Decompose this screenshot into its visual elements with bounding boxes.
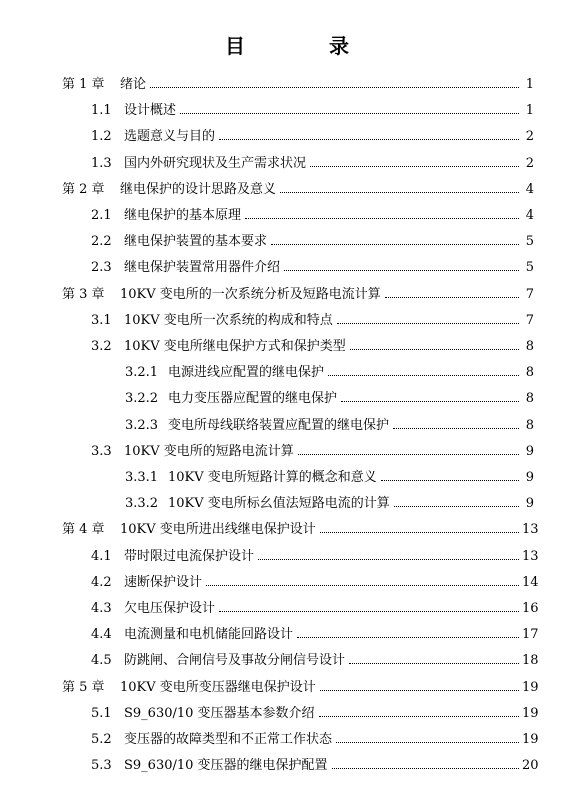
toc-entry-title: 继电保护的设计思路及意义 xyxy=(120,181,277,197)
dot-leader xyxy=(336,741,519,743)
toc-entry-page: 17 xyxy=(522,627,539,643)
toc-entry-number: 第 2 章 xyxy=(62,181,105,197)
toc-entry-number: 3.2.3 xyxy=(125,417,159,433)
toc-entry-number: 4.5 xyxy=(91,653,112,669)
toc-entry-title: 带时限过电流保护设计 xyxy=(124,548,255,564)
toc-entry-number: 1.3 xyxy=(91,155,112,171)
toc-entry-page: 8 xyxy=(525,391,534,407)
toc-entry-number: 4.1 xyxy=(91,548,112,564)
toc-entry-title: 选题意义与目的 xyxy=(124,129,216,145)
toc-entry-number: 第 4 章 xyxy=(62,522,105,538)
toc-entry-number: 2.2 xyxy=(91,234,112,250)
toc-entry-number: 4.2 xyxy=(91,574,112,590)
toc-entry[interactable] xyxy=(91,258,534,278)
toc-entry-page: 4 xyxy=(525,181,534,197)
toc-entry-title: 10KV 变电所短路计算的概念和意义 xyxy=(168,470,377,485)
toc-entry-title: 继电保护装置的基本要求 xyxy=(124,234,268,250)
toc-entry-number: 3.3.2 xyxy=(125,496,159,512)
toc-entry-page: 5 xyxy=(525,260,534,276)
dot-leader xyxy=(337,322,519,324)
toc-entry-page: 13 xyxy=(522,522,539,538)
toc-entry-title: 设计概述 xyxy=(124,103,177,119)
toc-entry[interactable] xyxy=(62,75,534,95)
dot-leader xyxy=(180,112,519,114)
dot-leader xyxy=(319,715,519,717)
toc-entry-number: 第 1 章 xyxy=(62,77,105,92)
toc-entry[interactable] xyxy=(91,127,534,147)
toc-entry[interactable] xyxy=(125,363,534,383)
toc-entry-title: S9_630/10 变压器的继电保护配置 xyxy=(124,758,328,774)
toc-entry-number: 1.2 xyxy=(91,129,112,145)
toc-entry-title: 10KV 变电所一次系统的构成和特点 xyxy=(124,312,333,328)
dot-leader xyxy=(245,217,519,219)
toc-entry-page: 4 xyxy=(525,208,534,223)
dot-leader xyxy=(320,689,519,691)
toc-entry-title: 防跳闸、合闸信号及事故分闸信号设计 xyxy=(124,653,346,669)
dot-leader xyxy=(385,296,519,298)
dot-leader xyxy=(150,86,519,88)
toc-entry-number: 5.2 xyxy=(91,732,112,747)
toc-entry-page: 19 xyxy=(522,732,539,747)
toc-entry-number: 2.3 xyxy=(91,260,112,276)
toc-entry-page: 20 xyxy=(522,758,539,774)
toc-entry[interactable] xyxy=(91,704,539,724)
toc-entry-title: 继电保护装置常用器件介绍 xyxy=(124,260,281,276)
toc-entry-number: 5.3 xyxy=(91,758,112,774)
toc-entry-title: 欠电压保护设计 xyxy=(124,601,216,616)
toc-entry[interactable] xyxy=(91,730,539,750)
toc-entry-page: 18 xyxy=(522,653,539,669)
toc-entry-title: 10KV 变电所的一次系统分析及短路电流计算 xyxy=(120,286,381,302)
toc-entry-page: 2 xyxy=(525,129,534,145)
toc-entry[interactable] xyxy=(91,756,539,776)
dot-leader xyxy=(280,191,519,193)
dot-leader xyxy=(310,165,519,167)
toc-entry[interactable] xyxy=(91,625,539,645)
toc-entry[interactable] xyxy=(91,311,534,331)
toc-entry-number: 3.3 xyxy=(91,443,112,459)
toc-entry[interactable] xyxy=(91,599,539,619)
toc-entry-page: 5 xyxy=(525,234,534,250)
toc-entry-page: 16 xyxy=(522,601,539,616)
toc-entry-title: 变电所母线联络装置应配置的继电保护 xyxy=(168,417,390,433)
toc-entry[interactable] xyxy=(91,651,539,671)
toc-entry[interactable] xyxy=(125,468,534,488)
toc-entry-number: 第 3 章 xyxy=(62,286,105,302)
toc-entry[interactable] xyxy=(125,494,534,514)
toc-entry-title: S9_630/10 变压器基本参数介绍 xyxy=(124,705,315,721)
dot-leader xyxy=(284,269,519,271)
dot-leader xyxy=(320,531,519,533)
toc-entry-page: 19 xyxy=(522,705,539,721)
toc-entry-number: 3.1 xyxy=(91,312,112,328)
toc-entry-number: 3.3.1 xyxy=(125,470,159,485)
toc-entry-page: 9 xyxy=(525,470,534,485)
toc-entry[interactable] xyxy=(91,206,534,226)
toc-entry-number: 4.3 xyxy=(91,601,112,616)
dot-leader xyxy=(394,505,519,507)
dot-leader xyxy=(219,138,519,140)
toc-entry-number: 3.2.1 xyxy=(125,365,159,381)
toc-entry[interactable] xyxy=(91,101,534,121)
toc-entry-page: 19 xyxy=(522,679,539,695)
dot-leader xyxy=(297,636,519,638)
toc-entry-page: 8 xyxy=(525,417,534,433)
toc-entry-title: 继电保护的基本原理 xyxy=(124,208,242,223)
toc-entry-page: 1 xyxy=(525,77,534,92)
toc-entry-title: 绪论 xyxy=(120,77,147,92)
toc-entry[interactable] xyxy=(91,547,539,567)
toc-entry-title: 10KV 变电所标幺值法短路电流的计算 xyxy=(168,496,390,512)
toc-entry-page: 13 xyxy=(522,548,539,564)
dot-leader xyxy=(328,374,519,376)
toc-entry[interactable] xyxy=(62,285,534,305)
dot-leader xyxy=(206,584,519,586)
dot-leader xyxy=(350,348,519,350)
dot-leader xyxy=(219,610,519,612)
dot-leader xyxy=(349,662,519,664)
toc-entry-page: 9 xyxy=(525,496,534,512)
toc-entry[interactable] xyxy=(91,442,534,462)
toc-entry[interactable] xyxy=(125,416,534,436)
toc-entry-title: 变压器的故障类型和不正常工作状态 xyxy=(124,732,333,747)
toc-entry[interactable] xyxy=(91,232,534,252)
toc-entry-number: 5.1 xyxy=(91,705,112,721)
toc-entry-title: 10KV 变电所进出线继电保护设计 xyxy=(120,522,316,538)
toc-entry-number: 4.4 xyxy=(91,627,112,643)
dot-leader xyxy=(393,427,519,429)
toc-entry[interactable] xyxy=(62,180,534,200)
toc-entry-title: 国内外研究现状及生产需求状况 xyxy=(124,155,307,171)
toc-entry[interactable] xyxy=(62,678,539,698)
toc-entry-title: 10KV 变电所的短路电流计算 xyxy=(124,443,294,459)
toc-entry[interactable] xyxy=(62,520,539,540)
toc-entry-title: 10KV 变电所变压器继电保护设计 xyxy=(120,679,316,695)
dot-leader xyxy=(258,558,519,560)
toc-entry-number: 3.2 xyxy=(91,339,112,354)
toc-entry-title: 电源进线应配置的继电保护 xyxy=(168,365,325,381)
toc-entry-number: 2.1 xyxy=(91,208,112,223)
toc-entry-page: 7 xyxy=(525,286,534,302)
page-title: 目 录 xyxy=(225,34,381,58)
toc-entry-number: 1.1 xyxy=(91,103,112,119)
toc-entry-title: 电流测量和电机储能回路设计 xyxy=(124,627,294,643)
toc-entry-number: 3.2.2 xyxy=(125,391,159,407)
toc-entry-page: 14 xyxy=(522,574,539,590)
dot-leader xyxy=(341,400,519,402)
toc-entry[interactable] xyxy=(91,154,534,174)
toc-entry-page: 2 xyxy=(525,155,534,171)
toc-entry-page: 8 xyxy=(525,365,534,381)
toc-entry-title: 速断保护设计 xyxy=(124,574,203,590)
toc-entry-page: 7 xyxy=(525,312,534,328)
toc-entry-number: 第 5 章 xyxy=(62,679,105,695)
toc-entry-page: 1 xyxy=(525,103,534,119)
toc-entry-title: 10KV 变电所继电保护方式和保护类型 xyxy=(124,339,346,354)
toc-entry-page: 9 xyxy=(525,443,534,459)
toc-entry[interactable] xyxy=(91,337,534,357)
toc-entry[interactable] xyxy=(91,573,539,593)
toc-entry-title: 电力变压器应配置的继电保护 xyxy=(168,391,338,407)
dot-leader xyxy=(271,243,519,245)
toc-entry-page: 8 xyxy=(525,339,534,354)
dot-leader xyxy=(332,767,519,769)
dot-leader xyxy=(381,479,519,481)
dot-leader xyxy=(298,453,519,455)
toc-entry[interactable] xyxy=(125,389,534,409)
